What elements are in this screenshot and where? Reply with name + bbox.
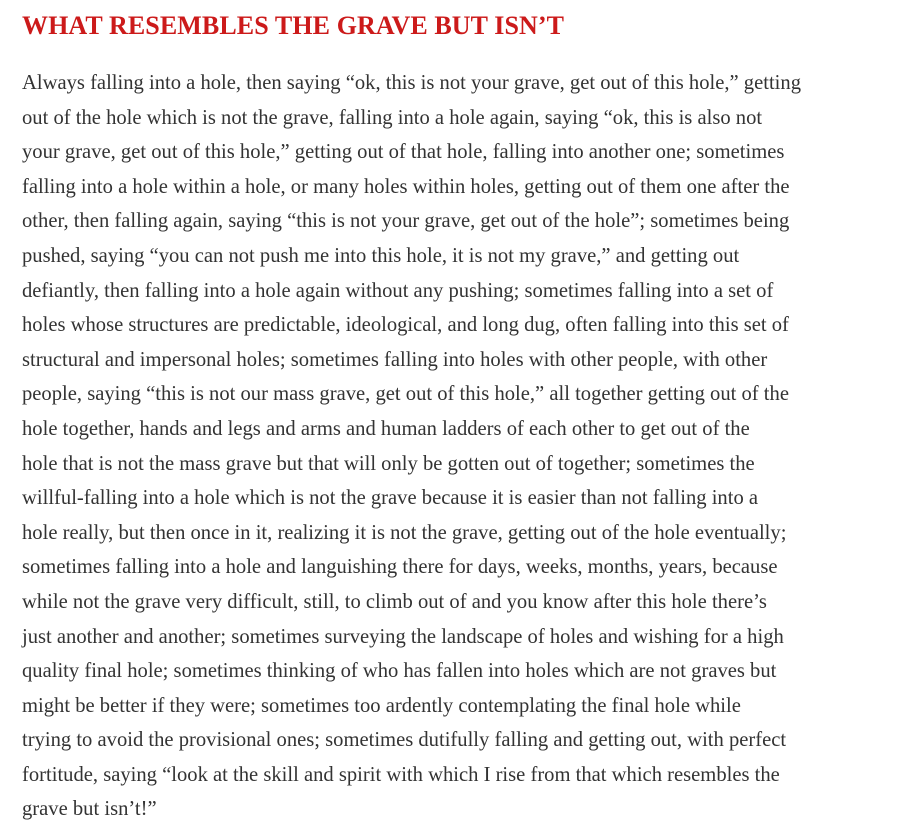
body-line: trying to avoid the provisional ones; sometimes dutifully falling and getting out, with perfect xyxy=(22,729,787,752)
body-line: grave but isn’t!” xyxy=(22,798,157,821)
body-line: willful-falling into a hole which is not the grave because it is easier than not falling into a xyxy=(22,487,759,510)
article-body xyxy=(22,66,917,827)
body-line: holes whose structures are predictable, ideological, and long dug, often falling into this set of xyxy=(22,314,789,337)
body-line: falling into a hole within a hole, or many holes within holes, getting out of them one after the xyxy=(22,175,790,198)
article xyxy=(22,10,917,827)
body-line: people, saying “this is not our mass grave, get out of this hole,” all together getting out of the xyxy=(22,383,789,406)
body-line: while not the grave very difficult, still, to climb out of and you know after this hole there’s xyxy=(22,590,767,613)
body-line: Always falling into a hole, then saying “ok, this is not your grave, get out of this hole,” getting xyxy=(22,72,801,94)
body-line: defiantly, then falling into a hole again without any pushing; sometimes falling into a set of xyxy=(22,279,774,302)
body-line: might be better if they were; sometimes too ardently contemplating the final hole while xyxy=(22,694,741,717)
body-line: pushed, saying “you can not push me into this hole, it is not my grave,” and getting out xyxy=(22,244,740,267)
body-line: just another and another; sometimes surveying the landscape of holes and wishing for a high xyxy=(22,625,784,648)
body-line: sometimes falling into a hole and languishing there for days, weeks, months, years, because xyxy=(22,556,778,579)
body-line: hole that is not the mass grave but that will only be gotten out of together; sometimes the xyxy=(22,452,755,475)
article-title: WHAT RESEMBLES THE GRAVE BUT ISN’T xyxy=(22,11,565,40)
body-line: structural and impersonal holes; sometimes falling into holes with other people, with other xyxy=(22,348,768,371)
body-line: fortitude, saying “look at the skill and spirit with which I rise from that which resembles the xyxy=(22,763,780,786)
body-line: your grave, get out of this hole,” getting out of that hole, falling into another one; sometimes xyxy=(22,141,785,164)
body-line: other, then falling again, saying “this is not your grave, get out of the hole”; sometimes being xyxy=(22,210,790,233)
body-line: hole together, hands and legs and arms and human ladders of each other to get out of the xyxy=(22,417,750,440)
body-line: hole really, but then once in it, realizing it is not the grave, getting out of the hole eventually; xyxy=(22,521,787,544)
body-line: out of the hole which is not the grave, falling into a hole again, saying “ok, this is also not xyxy=(22,106,763,129)
body-line: quality final hole; sometimes thinking of who has fallen into holes which are not graves but xyxy=(22,660,777,683)
